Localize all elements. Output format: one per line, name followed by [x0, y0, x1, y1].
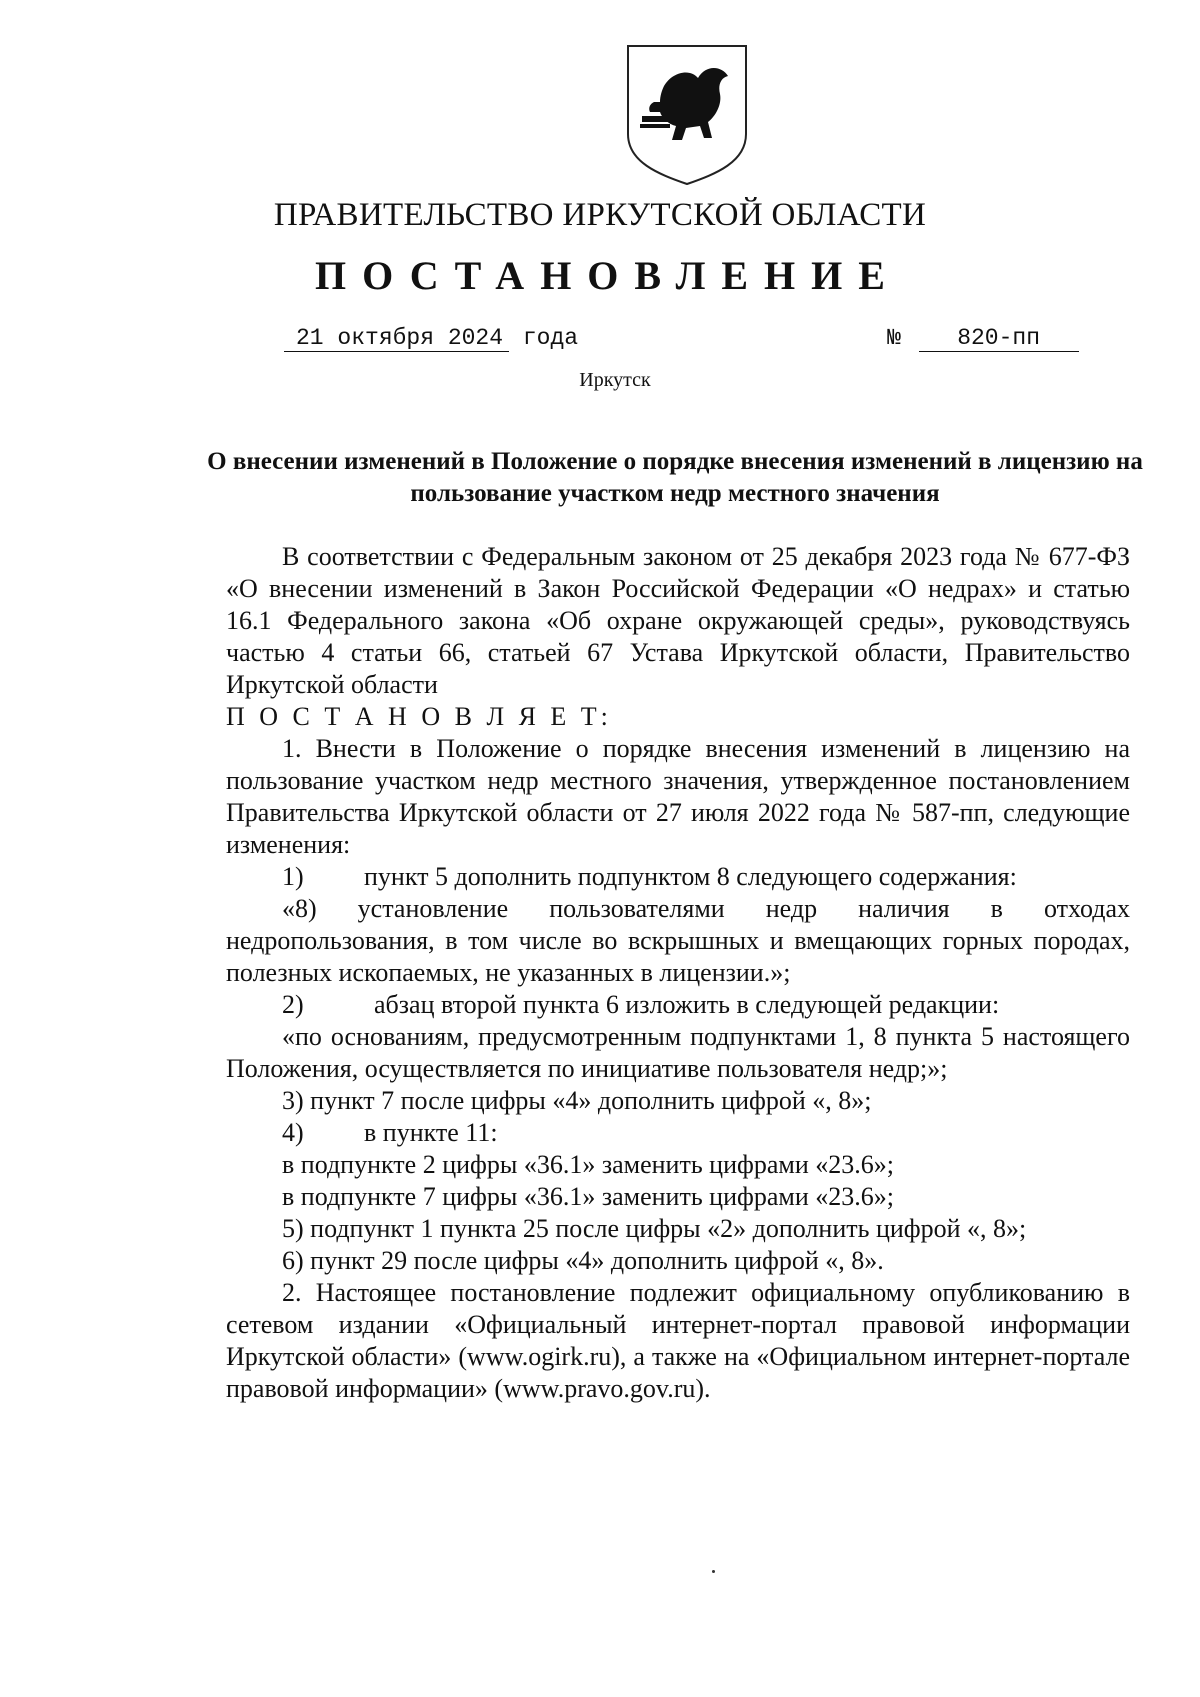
- document-body: [226, 541, 1130, 1405]
- number-sign: №: [887, 325, 901, 351]
- decree-word: П О С Т А Н О В Л Я Е Т:: [226, 702, 612, 731]
- number-value: 820-пп: [919, 325, 1079, 352]
- date-suffix: года: [522, 325, 579, 351]
- date-value: 21 октября 2024: [284, 325, 509, 352]
- coat-of-arms-emblem: [624, 42, 750, 187]
- document-number: [887, 325, 1079, 352]
- item-1-paragraph: 1. Внести в Положение о порядке внесения изменений в лицензию на пользование участком недр местного значения, утвержденное постановлением Правительства Иркутской области от 27 июля 2022 года № 587-пп, следующие изменения:: [226, 734, 1130, 859]
- subitem-3-paragraph: 3) пункт 7 после цифры «4» дополнить цифрой «, 8»;: [282, 1086, 872, 1115]
- subitem-6-paragraph: 6) пункт 29 после цифры «4» дополнить цифрой «, 8».: [282, 1246, 884, 1275]
- subitem-1-paragraph: [226, 861, 1130, 893]
- subitem-2-quote: «по основаниям, предусмотренным подпунктами 1, 8 пункта 5 настоящего Положения, осуществляется по инициативе пользователя недр;»;: [226, 1022, 1130, 1083]
- document-type-heading: ПОСТАНОВЛЕНИЕ: [315, 253, 901, 298]
- subitem-5-paragraph: 5) подпункт 1 пункта 25 после цифры «2» дополнить цифрой «, 8»;: [282, 1214, 1027, 1243]
- subitem-2-label: 2): [282, 990, 304, 1019]
- organization-heading: ПРАВИТЕЛЬСТВО ИРКУТСКОЙ ОБЛАСТИ: [273, 197, 927, 233]
- subitem-1-text: пункт 5 дополнить подпунктом 8 следующего содержания:: [364, 862, 1017, 891]
- coat-of-arms-icon: [624, 42, 750, 187]
- city-label: Иркутск: [579, 369, 651, 391]
- subitem-4-text: в пункте 11:: [364, 1118, 498, 1147]
- subitem-4-line-1: в подпункте 2 цифры «36.1» заменить цифрами «23.6»;: [282, 1150, 894, 1179]
- document-title: О внесении изменений в Положение о порядке внесения изменений в лицензию на пользование участком недр местного значения: [207, 448, 1143, 507]
- item-2-paragraph: 2. Настоящее постановление подлежит официальному опубликованию в сетевом издании «Официальный интернет-портал правовой информации Иркутской области» (www.ogirk.ru), а также на «Официальном интернет-портале правовой информации» (www.pravo.gov.ru).: [226, 1278, 1130, 1403]
- subitem-4-line-2: в подпункте 7 цифры «36.1» заменить цифрами «23.6»;: [282, 1182, 894, 1211]
- subitem-4-paragraph: [226, 1117, 1130, 1149]
- scan-speck: [712, 1570, 715, 1573]
- subitem-4-label: 4): [282, 1118, 304, 1147]
- document-date: [284, 325, 578, 351]
- subitem-1-label: 1): [282, 862, 304, 891]
- subitem-2-text: абзац второй пункта 6 изложить в следующей редакции:: [374, 990, 1000, 1019]
- subitem-2-paragraph: [226, 989, 1130, 1021]
- preamble-paragraph: В соответствии с Федеральным законом от 25 декабря 2023 года № 677-ФЗ «О внесении изменений в Закон Российской Федерации «О недрах» и статью 16.1 Федерального закона «Об охране окружающей среды», руководствуясь частью 4 статьи 66, статьей 67 Устава Иркутской области, Правительство Иркутской области: [226, 542, 1130, 699]
- subitem-1-quote: «8) установление пользователями недр наличия в отходах недропользования, в том числе во вскрышных и вмещающих горных породах, полезных ископаемых, не указанных в лицензии.»;: [226, 894, 1130, 987]
